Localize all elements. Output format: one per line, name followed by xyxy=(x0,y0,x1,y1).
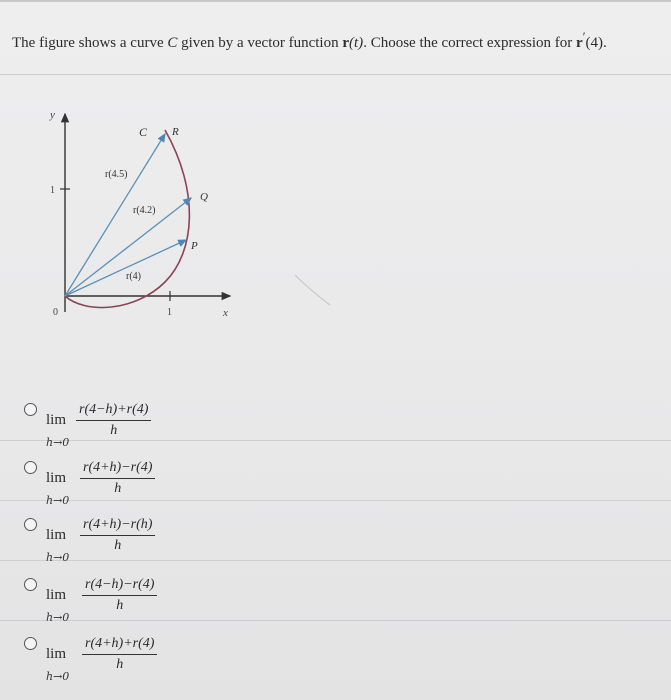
y-tick-label: 1 xyxy=(50,185,55,196)
limit-subscript: h→0 xyxy=(46,611,70,624)
denominator: h xyxy=(110,423,118,438)
fraction xyxy=(76,402,151,439)
point-r-label: R xyxy=(172,126,179,138)
limit-label: lim xyxy=(46,412,67,428)
vector-r42-label: r(4.2) xyxy=(133,205,156,216)
radio-button[interactable] xyxy=(24,518,37,531)
question-suffix: . Choose the correct expression for xyxy=(363,35,577,51)
point-q-label: Q xyxy=(200,191,208,203)
vector-function-r: r xyxy=(342,35,350,51)
curve-label-c: C xyxy=(139,125,148,139)
limit-label: lim xyxy=(46,527,67,543)
fraction xyxy=(82,577,157,614)
limit-subscript: h→0 xyxy=(46,436,70,449)
limit-subscript: h→0 xyxy=(46,670,70,683)
denominator: h xyxy=(116,598,124,613)
answer-option-2[interactable] xyxy=(24,460,644,516)
fraction xyxy=(80,460,155,497)
limit-subscript: h→0 xyxy=(46,494,70,507)
numerator: r(4+h)−r(4) xyxy=(80,460,155,479)
point-p-label: P xyxy=(191,240,198,252)
limit-label: lim xyxy=(46,587,67,603)
question-text xyxy=(12,30,662,52)
answer-option-5[interactable] xyxy=(24,636,644,692)
target-prime: ′ xyxy=(582,30,586,44)
radio-button[interactable] xyxy=(24,461,37,474)
fraction xyxy=(82,636,157,673)
numerator: r(4−h)+r(4) xyxy=(76,402,151,421)
question-divider xyxy=(0,74,671,75)
limit-subscript: h→0 xyxy=(46,551,70,564)
radio-button[interactable] xyxy=(24,637,37,650)
x-tick-label: 1 xyxy=(167,307,172,318)
answer-option-1[interactable] xyxy=(24,402,644,458)
radio-button[interactable] xyxy=(24,578,37,591)
curve-figure xyxy=(25,102,250,327)
vector-r45-label: r(4.5) xyxy=(105,169,128,180)
curve-name: C xyxy=(167,35,178,51)
vector-function-arg: (t) xyxy=(349,35,364,51)
denominator: h xyxy=(114,538,122,553)
answer-option-3[interactable] xyxy=(24,517,644,573)
question-middle: given by a vector function xyxy=(177,35,343,51)
vector-r4-label: r(4) xyxy=(126,271,141,282)
radio-button[interactable] xyxy=(24,403,37,416)
denominator: h xyxy=(116,657,124,672)
limit-label: lim xyxy=(46,470,67,486)
denominator: h xyxy=(114,481,122,496)
numerator: r(4+h)+r(4) xyxy=(82,636,157,655)
x-axis-label: x xyxy=(223,307,228,319)
page-smudge xyxy=(290,270,340,310)
fraction xyxy=(80,517,155,554)
target-r: r xyxy=(576,35,583,51)
question-prefix: The figure shows a curve xyxy=(12,35,168,51)
numerator: r(4−h)−r(4) xyxy=(82,577,157,596)
y-axis-label: y xyxy=(50,109,55,121)
limit-label: lim xyxy=(46,646,67,662)
answer-option-4[interactable] xyxy=(24,577,644,633)
target-arg: (4). xyxy=(585,35,607,51)
top-border xyxy=(0,0,671,2)
numerator: r(4+h)−r(h) xyxy=(80,517,155,536)
origin-label: 0 xyxy=(53,307,58,318)
